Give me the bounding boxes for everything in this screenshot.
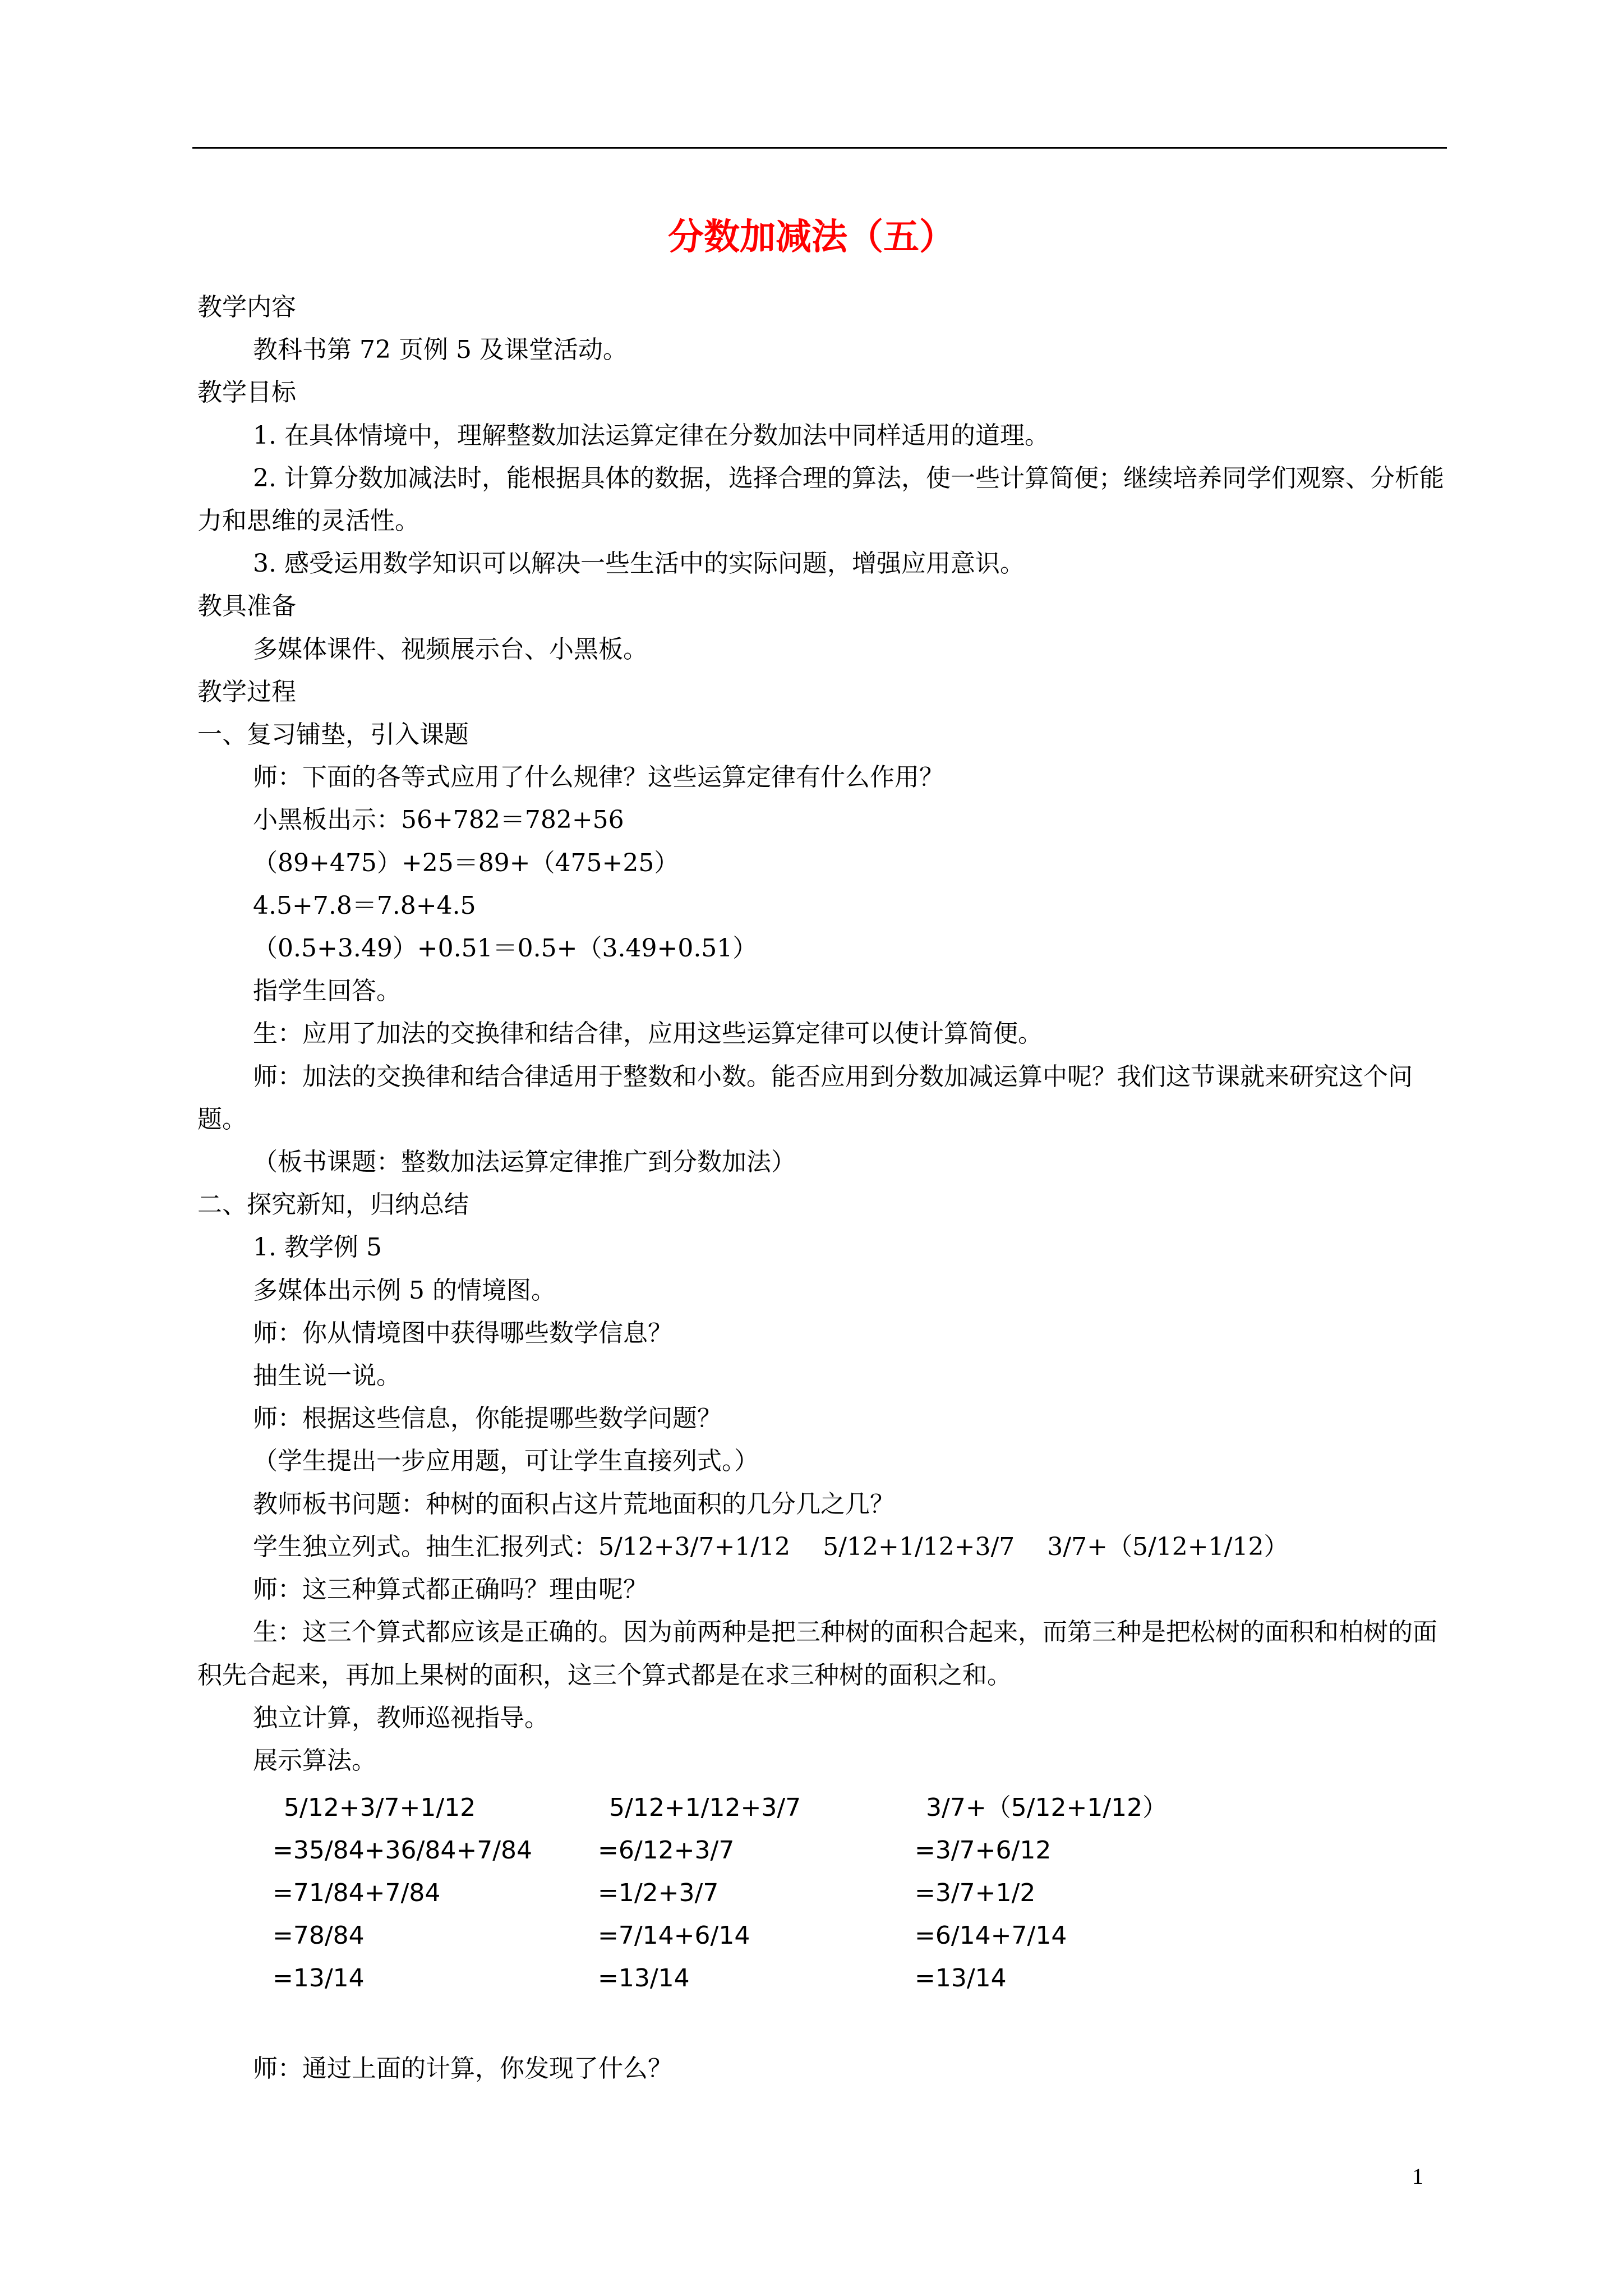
body-line: 师：根据这些信息，你能提哪些数学问题？ xyxy=(253,1404,722,1433)
body-line: 生：应用了加法的交换律和结合律，应用这些运算定律可以使计算简便。 xyxy=(253,1019,1043,1048)
body-paragraph: 师：加法的交换律和结合律适用于整数和小数。能否应用到分数加减运算中呢？我们这节课就来研究这个问题。 xyxy=(197,1062,1413,1134)
calculation-step: =78/84 xyxy=(273,1921,365,1950)
body-paragraph: 2. 计算分数加减法时，能根据具体的数据，选择合理的算法，使一些计算简便；继续培养同学们观察、分析能力和思维的灵活性。 xyxy=(197,463,1444,536)
body-line: 指学生回答。 xyxy=(253,977,401,1006)
calculation-step: =3/7+6/12 xyxy=(915,1836,1052,1865)
calculation-expression: 5/12+1/12+3/7 xyxy=(609,1793,801,1822)
calculation-step: =35/84+36/84+7/84 xyxy=(273,1836,533,1865)
body-line: 教师板书问题：种树的面积占这片荒地面积的几分几之几？ xyxy=(253,1489,895,1519)
calculation-step: =13/14 xyxy=(273,1964,365,1993)
body-line: 师：这三种算式都正确吗？理由呢？ xyxy=(253,1575,648,1604)
calculation-column-1 xyxy=(273,1787,587,2000)
section-heading: 教学目标 xyxy=(197,378,296,407)
calculation-step: =71/84+7/84 xyxy=(273,1879,441,1907)
lesson-content xyxy=(197,286,1445,1782)
body-line: 教科书第 72 页例 5 及课堂活动。 xyxy=(253,335,628,365)
body-line: 师：下面的各等式应用了什么规律？这些运算定律有什么作用？ xyxy=(253,763,944,792)
page-number: 1 xyxy=(1412,2164,1423,2189)
body-line: 学生独立列式。抽生汇报列式：5/12+3/7+1/12 5/12+1/12+3/7 3/7+（5/12+1/12） xyxy=(253,1532,1289,1561)
section-heading: 教学内容 xyxy=(197,293,296,321)
body-line: 抽生说一说。 xyxy=(253,1361,401,1391)
calculation-expression: 5/12+3/7+1/12 xyxy=(284,1793,476,1822)
calculation-column-2 xyxy=(598,1787,912,2000)
body-line: （板书课题：整数加法运算定律推广到分数加法） xyxy=(253,1148,796,1177)
calculation-step: =7/14+6/14 xyxy=(598,1921,750,1950)
header-rule xyxy=(192,147,1447,149)
body-line: 1. 教学例 5 xyxy=(253,1233,382,1262)
calculation-step: =13/14 xyxy=(915,1964,1007,1993)
calculation-step: =13/14 xyxy=(598,1964,690,1993)
document-title: 分数加减法（五） xyxy=(668,217,955,258)
body-line: （0.5+3.49）+0.51＝0.5+（3.49+0.51） xyxy=(253,934,758,963)
section-heading: 教具准备 xyxy=(197,592,296,621)
body-line: 小黑板出示：56+782＝782+56 xyxy=(253,806,624,835)
calculation-step: =6/12+3/7 xyxy=(598,1836,735,1865)
body-line: 多媒体课件、视频展示台、小黑板。 xyxy=(253,634,648,664)
calculation-expression: 3/7+（5/12+1/12） xyxy=(926,1793,1168,1822)
body-line: 1. 在具体情境中，理解整数加法运算定律在分数加法中同样适用的道理。 xyxy=(253,421,1049,450)
closing-question: 师：通过上面的计算，你发现了什么？ xyxy=(253,2054,672,2083)
body-line: 展示算法。 xyxy=(253,1746,376,1775)
calculation-column-3 xyxy=(915,1787,1229,2000)
body-line: 师：你从情境图中获得哪些数学信息？ xyxy=(253,1318,672,1347)
body-line: 独立计算，教师巡视指导。 xyxy=(253,1703,549,1732)
body-line: 3. 感受运用数学知识可以解决一些生活中的实际问题，增强应用意识。 xyxy=(253,549,1025,578)
calculation-step: =3/7+1/2 xyxy=(915,1879,1036,1907)
body-line: （学生提出一步应用题，可让学生直接列式。） xyxy=(253,1447,759,1476)
body-line: （89+475）+25＝89+（475+25） xyxy=(253,848,679,877)
section-heading: 一、复习铺垫，引入课题 xyxy=(197,720,469,749)
section-heading: 教学过程 xyxy=(197,677,296,706)
body-line: 多媒体出示例 5 的情境图。 xyxy=(253,1276,556,1305)
body-paragraph: 生：这三个算式都应该是正确的。因为前两种是把三种树的面积合起来，而第三种是把松树的面积和柏树的面积先合起来，再加上果树的面积，这三个算式都是在求三种树的面积之和。 xyxy=(197,1618,1437,1690)
section-heading: 二、探究新知，归纳总结 xyxy=(197,1190,469,1220)
body-line: 4.5+7.8＝7.8+4.5 xyxy=(253,891,476,920)
calculation-step: =6/14+7/14 xyxy=(915,1921,1067,1950)
calculation-step: =1/2+3/7 xyxy=(598,1879,719,1907)
